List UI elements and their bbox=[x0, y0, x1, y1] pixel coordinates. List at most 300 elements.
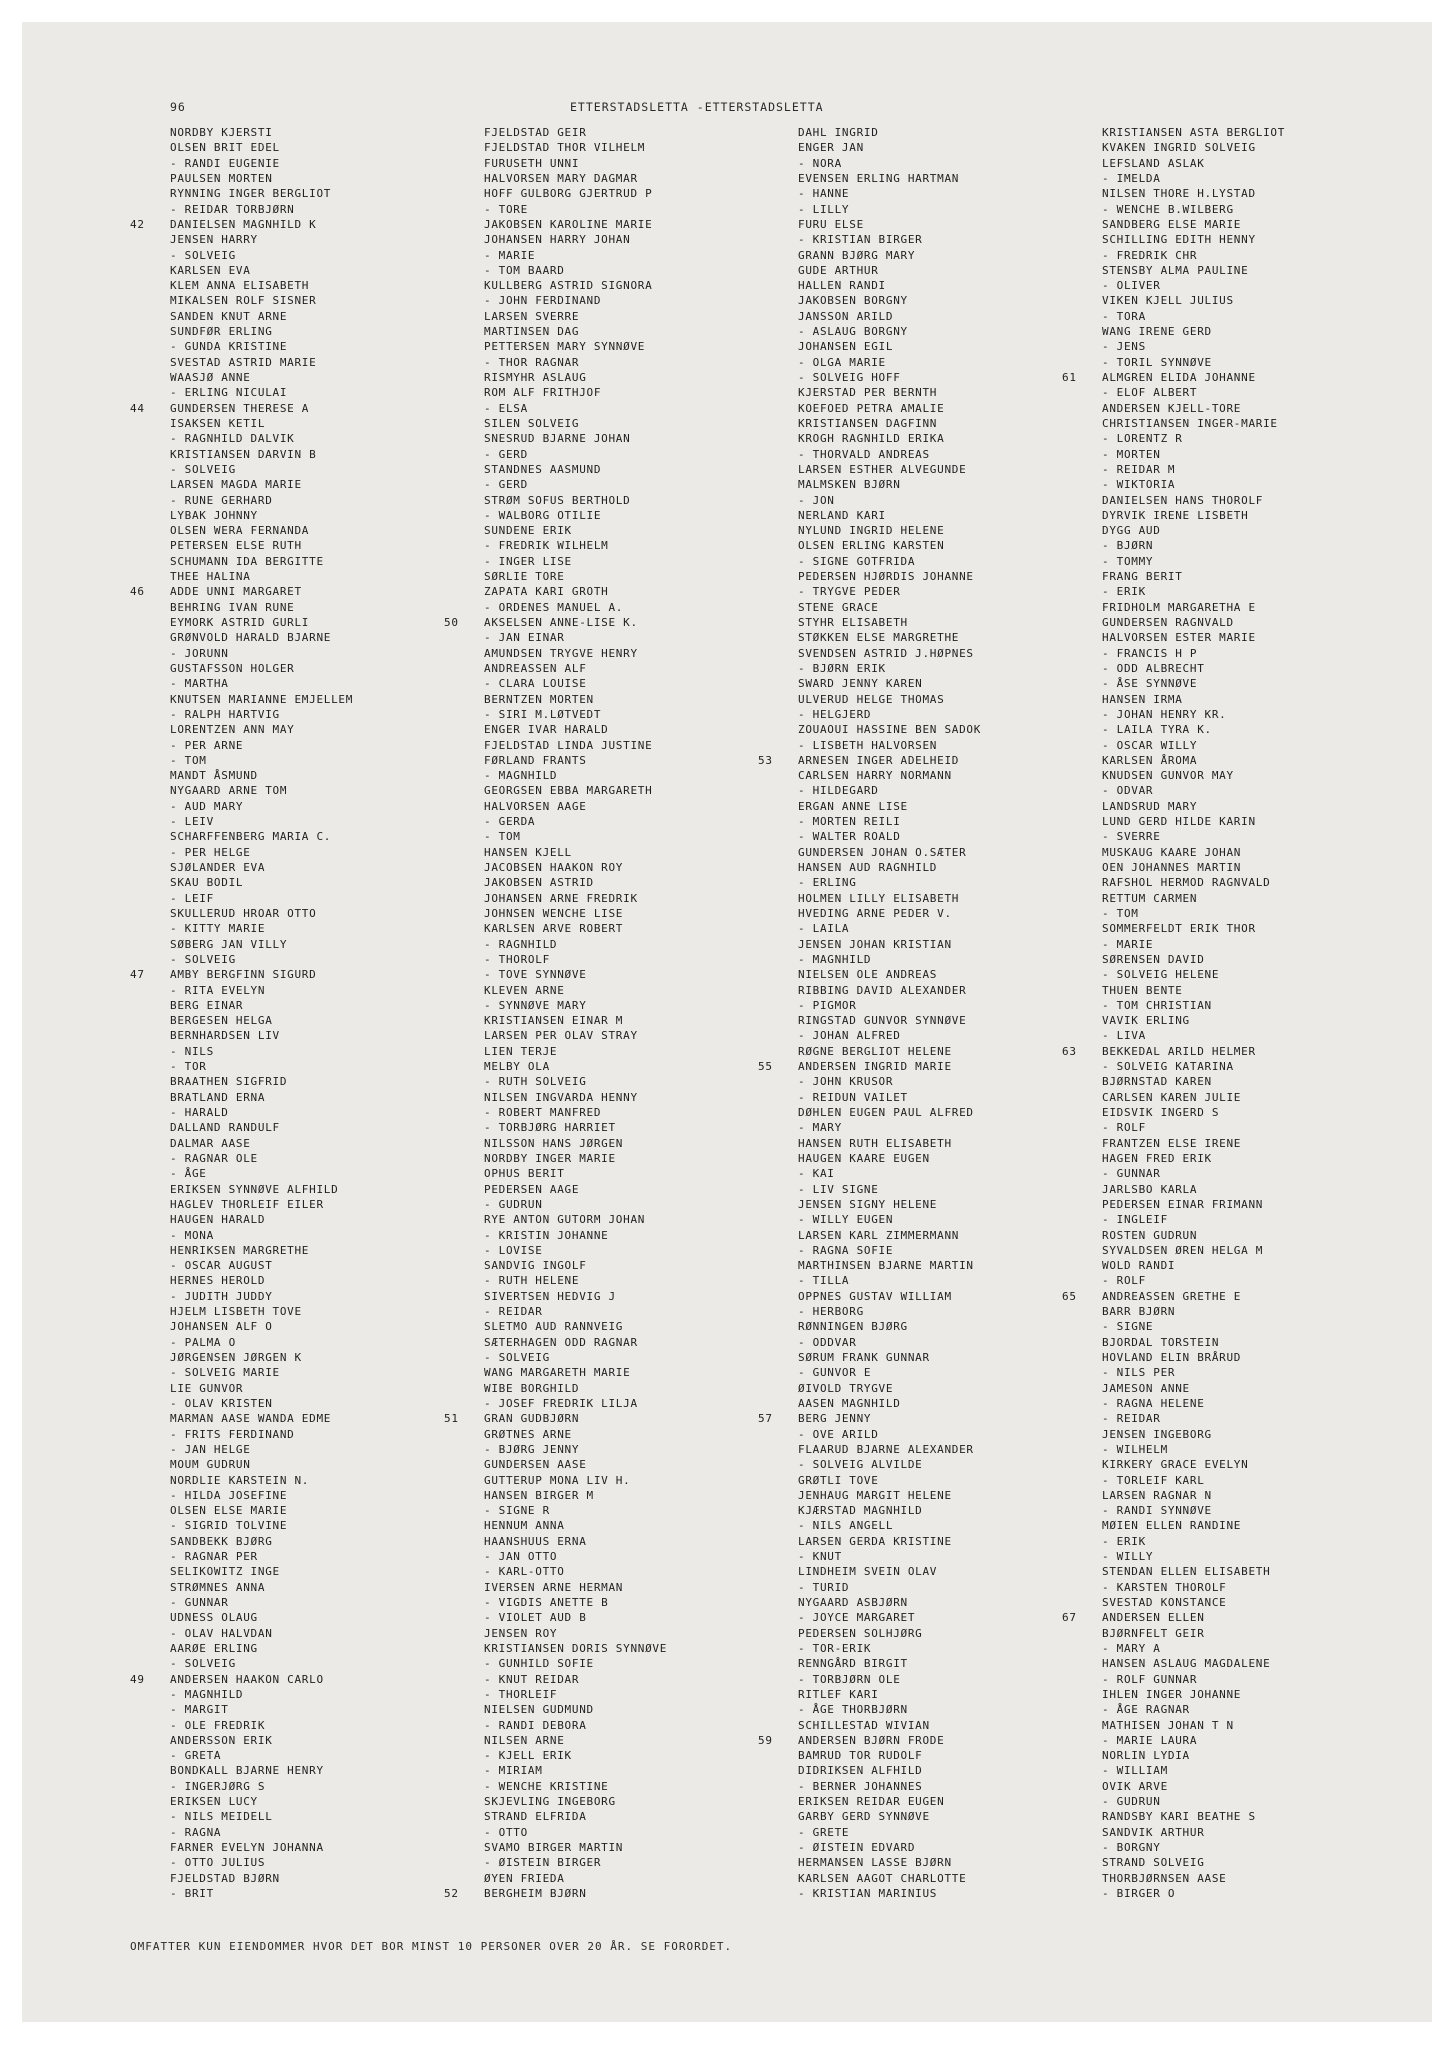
resident-entry bbox=[798, 1840, 981, 1855]
resident-name: - SVERRE bbox=[1102, 830, 1161, 844]
resident-entry bbox=[170, 921, 353, 936]
resident-name: - ORDENES MANUEL A. bbox=[484, 600, 624, 614]
resident-name: SLETMO AUD RANNVEIG bbox=[484, 1320, 624, 1334]
house-number: 49 bbox=[130, 1672, 145, 1686]
resident-entry bbox=[798, 1610, 981, 1625]
resident-name: - SIGNE GOTFRIDA bbox=[798, 554, 916, 568]
resident-name: STENDAN ELLEN ELISABETH bbox=[1102, 1565, 1271, 1579]
resident-name: - TORLEIF KARL bbox=[1102, 1473, 1205, 1487]
resident-name: OLSEN ERLING KARSTEN bbox=[798, 539, 945, 553]
resident-entry bbox=[1102, 401, 1285, 416]
resident-entry bbox=[170, 814, 353, 829]
resident-name: - REIDUN VAILET bbox=[798, 1090, 908, 1104]
resident-entry bbox=[1102, 1442, 1285, 1457]
resident-name: - JAN EINAR bbox=[484, 631, 565, 645]
resident-entry bbox=[170, 1396, 353, 1411]
resident-entry bbox=[484, 722, 667, 737]
resident-entry bbox=[1102, 1365, 1285, 1380]
resident-name: - HILDEGARD bbox=[798, 784, 879, 798]
resident-name: NORDLIE KARSTEIN N. bbox=[170, 1473, 310, 1487]
resident-entry bbox=[798, 1197, 981, 1212]
resident-entry bbox=[170, 1059, 353, 1074]
resident-entry bbox=[170, 1687, 353, 1702]
resident-entry bbox=[1102, 1595, 1285, 1610]
resident-name: PEDERSEN SOLHJØRG bbox=[798, 1626, 923, 1640]
resident-entry bbox=[1102, 569, 1285, 584]
resident-entry bbox=[1102, 1840, 1285, 1855]
resident-entry bbox=[170, 1457, 353, 1472]
resident-name: FØRLAND FRANTS bbox=[484, 753, 587, 767]
resident-name: AKSELSEN ANNE-LISE K. bbox=[484, 616, 638, 629]
resident-name: ANDREASSEN ALF bbox=[484, 661, 587, 675]
resident-entry bbox=[798, 1809, 981, 1824]
resident-column-4 bbox=[1062, 125, 1286, 1901]
resident-name: ERGAN ANNE LISE bbox=[798, 799, 908, 813]
resident-entry bbox=[484, 370, 667, 385]
resident-name: SOMMERFELDT ERIK THOR bbox=[1102, 922, 1256, 936]
resident-name: - SOLVEIG MARIE bbox=[170, 1366, 280, 1380]
resident-entry bbox=[798, 186, 981, 201]
resident-name: - SOLVEIG bbox=[170, 952, 236, 966]
resident-entry bbox=[170, 952, 353, 967]
resident-name: BEHRING IVAN RUNE bbox=[170, 600, 295, 614]
resident-name: SIVERTSEN HEDVIG J bbox=[484, 1289, 616, 1303]
resident-name: - TORBJØRN OLE bbox=[798, 1672, 901, 1686]
resident-entry bbox=[170, 1273, 353, 1288]
resident-name: - GERD bbox=[484, 447, 528, 461]
resident-name: - ASLAUG BORGNY bbox=[798, 325, 908, 339]
resident-entry bbox=[170, 707, 353, 722]
resident-name: - ODD ALBRECHT bbox=[1102, 661, 1205, 675]
resident-name: FJELDSTAD THOR VILHELM bbox=[484, 141, 646, 155]
resident-entry bbox=[1102, 554, 1285, 569]
resident-name: THEE HALINA bbox=[170, 570, 251, 584]
resident-entry bbox=[798, 232, 981, 247]
resident-name: AARØE ERLING bbox=[170, 1641, 258, 1655]
resident-entry bbox=[170, 891, 353, 906]
resident-name: - REIDAR bbox=[484, 1305, 543, 1319]
resident-entry bbox=[1102, 1748, 1285, 1763]
resident-entry bbox=[798, 1763, 981, 1778]
resident-name: SØRENSEN DAVID bbox=[1102, 952, 1205, 966]
resident-name: - REIDAR bbox=[1102, 1412, 1161, 1426]
resident-name: SANDVIK ARTHUR bbox=[1102, 1825, 1205, 1839]
resident-entry bbox=[798, 462, 981, 477]
resident-name: BRATLAND ERNA bbox=[170, 1090, 266, 1104]
resident-entry bbox=[484, 1136, 667, 1151]
resident-name: - TOM bbox=[170, 753, 207, 767]
resident-name: NYLUND INGRID HELENE bbox=[798, 524, 945, 538]
resident-entry bbox=[484, 1228, 667, 1243]
resident-entry bbox=[170, 783, 353, 798]
resident-name: SCHARFFENBERG MARIA C. bbox=[170, 830, 332, 844]
resident-entry bbox=[1102, 447, 1285, 462]
resident-entry bbox=[170, 998, 353, 1013]
resident-name: JOHANSEN HARRY JOHAN bbox=[484, 233, 631, 247]
resident-name: - WILLIAM bbox=[1102, 1764, 1168, 1778]
resident-entry bbox=[798, 1549, 981, 1564]
resident-name: - ÅSE SYNNØVE bbox=[1102, 677, 1198, 691]
resident-entry bbox=[1102, 1090, 1285, 1105]
resident-name: - NILS PER bbox=[1102, 1366, 1176, 1380]
resident-name: ANDERSEN BJØRN FRODE bbox=[798, 1733, 945, 1747]
resident-name: ERIKSEN LUCY bbox=[170, 1795, 258, 1809]
resident-name: FARNER EVELYN JOHANNA bbox=[170, 1841, 324, 1854]
resident-entry bbox=[1102, 1396, 1285, 1411]
resident-entry bbox=[170, 1626, 353, 1641]
resident-entry bbox=[798, 1243, 981, 1258]
resident-entry bbox=[1062, 1289, 1285, 1304]
resident-name: SCHUMANN IDA BERGITTE bbox=[170, 554, 324, 568]
resident-name: - AUD MARY bbox=[170, 799, 244, 813]
resident-name: - MARIE bbox=[1102, 937, 1154, 951]
resident-entry bbox=[484, 1013, 667, 1028]
resident-entry bbox=[798, 1151, 981, 1166]
resident-name: - RUNE GERHARD bbox=[170, 493, 273, 507]
resident-name: SANDVIG INGOLF bbox=[484, 1259, 587, 1273]
resident-entry bbox=[798, 309, 981, 324]
resident-name: WOLD RANDI bbox=[1102, 1259, 1176, 1273]
resident-entry bbox=[1102, 1564, 1285, 1579]
resident-entry bbox=[170, 845, 353, 860]
resident-entry bbox=[484, 1656, 667, 1671]
resident-name: LARSEN ESTHER ALVEGUNDE bbox=[798, 462, 967, 476]
resident-entry bbox=[170, 339, 353, 354]
resident-entry bbox=[170, 309, 353, 324]
resident-name: BONDKALL BJARNE HENRY bbox=[170, 1764, 324, 1778]
resident-name: - TOM bbox=[484, 830, 521, 844]
resident-name: BERNHARDSEN LIV bbox=[170, 1029, 280, 1043]
resident-name: - RUTH HELENE bbox=[484, 1274, 580, 1288]
resident-name: ULVERUD HELGE THOMAS bbox=[798, 692, 945, 706]
resident-name: - IMELDA bbox=[1102, 171, 1161, 185]
resident-name: - FRANCIS H P bbox=[1102, 646, 1198, 660]
resident-entry bbox=[170, 615, 353, 630]
resident-name: - GERD bbox=[484, 478, 528, 492]
resident-name: JOHNSEN WENCHE LISE bbox=[484, 906, 624, 920]
resident-entry bbox=[170, 1427, 353, 1442]
resident-entry bbox=[484, 1702, 667, 1717]
resident-name: KRISTIANSEN DORIS SYNNØVE bbox=[484, 1641, 668, 1655]
resident-name: CARLSEN HARRY NORMANN bbox=[798, 769, 952, 783]
resident-entry bbox=[484, 125, 667, 140]
resident-entry bbox=[170, 278, 353, 293]
resident-name: - TORBJØRG HARRIET bbox=[484, 1121, 616, 1135]
resident-name: JENSEN SIGNY HELENE bbox=[798, 1197, 938, 1211]
resident-entry bbox=[1102, 630, 1285, 645]
resident-name: - WALTER ROALD bbox=[798, 830, 901, 844]
house-number: 65 bbox=[1062, 1289, 1077, 1303]
resident-entry bbox=[484, 171, 667, 186]
resident-entry bbox=[484, 1304, 667, 1319]
resident-entry bbox=[170, 477, 353, 492]
resident-name: LUND GERD HILDE KARIN bbox=[1102, 815, 1256, 829]
resident-entry bbox=[170, 416, 353, 431]
resident-entry bbox=[798, 1457, 981, 1472]
resident-name: LARSEN PER OLAV STRAY bbox=[484, 1029, 638, 1043]
resident-name: - JORUNN bbox=[170, 646, 229, 660]
resident-entry bbox=[1102, 431, 1285, 446]
resident-name: - OLAV KRISTEN bbox=[170, 1396, 273, 1410]
resident-entry bbox=[484, 416, 667, 431]
resident-entry bbox=[1102, 1411, 1285, 1426]
resident-entry bbox=[798, 738, 981, 753]
resident-name: ERIKSEN SYNNØVE ALFHILD bbox=[170, 1182, 339, 1196]
resident-name: SØRUM FRANK GUNNAR bbox=[798, 1351, 930, 1364]
resident-entry bbox=[1102, 186, 1285, 201]
resident-name: MOUM GUDRUN bbox=[170, 1458, 251, 1472]
resident-entry bbox=[170, 600, 353, 615]
resident-name: - PER ARNE bbox=[170, 738, 244, 752]
resident-entry bbox=[170, 906, 353, 921]
resident-entry bbox=[484, 1748, 667, 1763]
resident-name: GRØTLI TOVE bbox=[798, 1473, 879, 1487]
resident-entry bbox=[1102, 983, 1285, 998]
resident-entry bbox=[170, 508, 353, 523]
resident-name: - BRIT bbox=[170, 1886, 214, 1900]
resident-name: STRAND SOLVEIG bbox=[1102, 1856, 1205, 1870]
resident-entry bbox=[1102, 1258, 1285, 1273]
resident-name: ADDE UNNI MARGARET bbox=[170, 585, 302, 599]
resident-name: - GUNHILD SOFIE bbox=[484, 1657, 594, 1671]
resident-entry bbox=[1102, 462, 1285, 477]
resident-entry bbox=[1102, 738, 1285, 753]
resident-entry bbox=[170, 1028, 353, 1043]
resident-entry bbox=[484, 998, 667, 1013]
resident-name: - INGER LISE bbox=[484, 554, 572, 568]
resident-entry bbox=[798, 1518, 981, 1533]
resident-entry bbox=[170, 1733, 353, 1748]
resident-entry bbox=[170, 1748, 353, 1763]
resident-entry bbox=[484, 845, 667, 860]
resident-name: HANSEN BIRGER M bbox=[484, 1488, 594, 1502]
resident-name: - RANDI EUGENIE bbox=[170, 156, 280, 170]
resident-entry bbox=[484, 1120, 667, 1135]
resident-entry bbox=[1102, 860, 1285, 875]
resident-entry bbox=[798, 1013, 981, 1028]
resident-entry bbox=[484, 278, 667, 293]
resident-entry bbox=[484, 1580, 667, 1595]
resident-entry bbox=[798, 692, 981, 707]
resident-entry bbox=[798, 1120, 981, 1135]
resident-entry bbox=[484, 523, 667, 538]
resident-entry bbox=[1102, 1825, 1285, 1840]
resident-entry bbox=[484, 799, 667, 814]
resident-entry bbox=[798, 1258, 981, 1273]
resident-entry bbox=[1102, 1702, 1285, 1717]
resident-entry bbox=[170, 1473, 353, 1488]
resident-name: RYE ANTON GUTORM JOHAN bbox=[484, 1213, 646, 1227]
resident-name: SANDBEKK BJØRG bbox=[170, 1534, 273, 1548]
resident-entry bbox=[170, 1549, 353, 1564]
resident-name: - SOLVEIG HOFF bbox=[798, 371, 901, 384]
resident-name: - NORA bbox=[798, 156, 842, 170]
resident-entry bbox=[484, 692, 667, 707]
resident-entry bbox=[484, 1059, 667, 1074]
resident-entry bbox=[1102, 217, 1285, 232]
resident-name: FJELDSTAD LINDA JUSTINE bbox=[484, 738, 653, 752]
resident-entry bbox=[170, 1319, 353, 1334]
resident-entry bbox=[798, 1580, 981, 1595]
resident-entry bbox=[484, 1442, 667, 1457]
resident-entry bbox=[170, 722, 353, 737]
resident-name: SVENDSEN ASTRID J.HØPNES bbox=[798, 646, 974, 660]
resident-name: KARLSEN EVA bbox=[170, 263, 251, 277]
resident-entry bbox=[444, 615, 667, 630]
resident-name: SKAU BODIL bbox=[170, 876, 244, 890]
resident-entry bbox=[798, 1304, 981, 1319]
resident-name: ANDERSEN INGRID MARIE bbox=[798, 1060, 952, 1074]
resident-entry bbox=[484, 1672, 667, 1687]
resident-name: HAANSHUUS ERNA bbox=[484, 1534, 587, 1548]
resident-name: - VIOLET AUD B bbox=[484, 1611, 587, 1625]
resident-name: LARSEN MAGDA MARIE bbox=[170, 478, 302, 492]
resident-entry bbox=[484, 891, 667, 906]
resident-name: HOVLAND ELIN BRÅRUD bbox=[1102, 1351, 1242, 1364]
resident-name: - MIRIAM bbox=[484, 1764, 543, 1778]
resident-name: - THORVALD ANDREAS bbox=[798, 447, 930, 461]
resident-entry bbox=[170, 1120, 353, 1135]
resident-name: - LIV SIGNE bbox=[798, 1182, 879, 1196]
resident-name: RISMYHR ASLAUG bbox=[484, 371, 587, 384]
resident-entry bbox=[798, 1090, 981, 1105]
resident-name: KARLSEN AAGOT CHARLOTTE bbox=[798, 1871, 967, 1885]
resident-entry bbox=[170, 1350, 353, 1365]
resident-entry bbox=[170, 569, 353, 584]
resident-name: - WILLY bbox=[1102, 1550, 1154, 1564]
resident-name: KLEM ANNA ELISABETH bbox=[170, 279, 310, 293]
resident-entry bbox=[798, 584, 981, 599]
resident-name: FRANG BERIT bbox=[1102, 570, 1183, 584]
resident-name: - TOMMY bbox=[1102, 554, 1154, 568]
resident-name: AMBY BERGFINN SIGURD bbox=[170, 968, 317, 982]
resident-name: DANIELSEN MAGNHILD K bbox=[170, 217, 317, 231]
house-number: 46 bbox=[130, 585, 145, 599]
resident-name: - INGERJØRG S bbox=[170, 1779, 266, 1793]
resident-name: LYBAK JOHNNY bbox=[170, 508, 258, 522]
resident-entry bbox=[170, 875, 353, 890]
resident-entry bbox=[484, 707, 667, 722]
resident-entry bbox=[1102, 875, 1285, 890]
resident-name: AMUNDSEN TRYGVE HENRY bbox=[484, 646, 638, 660]
resident-entry bbox=[1102, 1794, 1285, 1809]
resident-name: - KRISTIAN BIRGER bbox=[798, 233, 923, 247]
resident-entry bbox=[484, 202, 667, 217]
resident-entry bbox=[1102, 1503, 1285, 1518]
resident-entry bbox=[170, 263, 353, 278]
resident-name: HERNES HEROLD bbox=[170, 1274, 266, 1288]
resident-entry bbox=[1102, 1641, 1285, 1656]
resident-name: KJERSTAD PER BERNTH bbox=[798, 386, 938, 400]
resident-entry bbox=[484, 584, 667, 599]
resident-entry bbox=[170, 1809, 353, 1824]
resident-name: HANSEN AUD RAGNHILD bbox=[798, 861, 938, 874]
resident-name: - ÅGE bbox=[170, 1167, 207, 1181]
house-number: 55 bbox=[758, 1060, 773, 1074]
resident-name: KROGH RAGNHILD ERIKA bbox=[798, 432, 945, 446]
resident-entry bbox=[484, 385, 667, 400]
resident-entry bbox=[170, 692, 353, 707]
resident-entry bbox=[170, 646, 353, 661]
resident-name: - TRYGVE PEDER bbox=[798, 585, 901, 599]
resident-name: DANIELSEN HANS THOROLF bbox=[1102, 493, 1264, 507]
resident-entry bbox=[170, 1381, 353, 1396]
resident-name: BERGHEIM BJØRN bbox=[484, 1886, 587, 1900]
resident-entry bbox=[170, 1243, 353, 1258]
resident-name: - KNUT REIDAR bbox=[484, 1672, 580, 1686]
resident-name: - GRETA bbox=[170, 1749, 222, 1763]
resident-name: OLSEN BRIT EDEL bbox=[170, 141, 280, 155]
resident-name: - RAGNAR PER bbox=[170, 1550, 258, 1564]
resident-name: HALVORSEN AAGE bbox=[484, 799, 587, 813]
resident-name: KNUDSEN GUNVOR MAY bbox=[1102, 769, 1234, 783]
resident-name: - TORA bbox=[1102, 309, 1146, 323]
resident-entry bbox=[758, 753, 981, 768]
resident-name: JENHAUG MARGIT HELENE bbox=[798, 1488, 952, 1502]
resident-entry bbox=[170, 753, 353, 768]
resident-entry bbox=[484, 293, 667, 308]
resident-entry bbox=[798, 1641, 981, 1656]
resident-name: ØYEN FRIEDA bbox=[484, 1871, 565, 1885]
resident-entry bbox=[798, 1595, 981, 1610]
resident-entry bbox=[484, 1289, 667, 1304]
resident-name: RIBBING DAVID ALEXANDER bbox=[798, 983, 967, 997]
resident-name: HANSEN ASLAUG MAGDALENE bbox=[1102, 1657, 1271, 1671]
resident-entry bbox=[170, 462, 353, 477]
resident-entry bbox=[484, 140, 667, 155]
resident-entry bbox=[170, 1641, 353, 1656]
resident-entry bbox=[484, 1825, 667, 1840]
resident-entry bbox=[484, 538, 667, 553]
resident-name: MELBY OLA bbox=[484, 1060, 550, 1074]
resident-entry bbox=[484, 1626, 667, 1641]
resident-name: SNESRUD BJARNE JOHAN bbox=[484, 432, 631, 446]
resident-entry bbox=[484, 1166, 667, 1181]
resident-entry bbox=[798, 554, 981, 569]
resident-entry bbox=[798, 845, 981, 860]
resident-name: - OTTO bbox=[484, 1825, 528, 1839]
resident-name: SILEN SOLVEIG bbox=[484, 416, 580, 430]
resident-entry bbox=[798, 983, 981, 998]
resident-entry bbox=[484, 676, 667, 691]
resident-entry bbox=[484, 1855, 667, 1870]
resident-name: JAKOBSEN BORGNY bbox=[798, 294, 908, 308]
resident-column-1 bbox=[130, 125, 354, 1901]
resident-name: SYVALDSEN ØREN HELGA M bbox=[1102, 1243, 1264, 1257]
resident-name: BERG JENNY bbox=[798, 1412, 872, 1426]
resident-column-3 bbox=[758, 125, 982, 1901]
resident-name: FRIDHOLM MARGARETHA E bbox=[1102, 600, 1256, 614]
resident-entry bbox=[798, 722, 981, 737]
resident-name: HALVORSEN ESTER MARIE bbox=[1102, 631, 1256, 645]
resident-entry bbox=[484, 1687, 667, 1702]
resident-name: SVESTAD KONSTANCE bbox=[1102, 1596, 1227, 1609]
resident-entry bbox=[484, 661, 667, 676]
resident-name: - KRISTIN JOHANNE bbox=[484, 1228, 609, 1242]
resident-entry bbox=[484, 768, 667, 783]
resident-name: - GUNVOR E bbox=[798, 1366, 872, 1380]
resident-entry bbox=[1102, 1549, 1285, 1564]
resident-entry bbox=[484, 1396, 667, 1411]
resident-entry bbox=[798, 1626, 981, 1641]
resident-name: - LOVISE bbox=[484, 1243, 543, 1257]
resident-entry bbox=[484, 1488, 667, 1503]
resident-entry bbox=[1062, 1610, 1285, 1625]
resident-entry bbox=[1102, 615, 1285, 630]
resident-entry bbox=[798, 171, 981, 186]
resident-name: - MARY bbox=[798, 1121, 842, 1135]
resident-name: JARLSBO KARLA bbox=[1102, 1182, 1198, 1196]
